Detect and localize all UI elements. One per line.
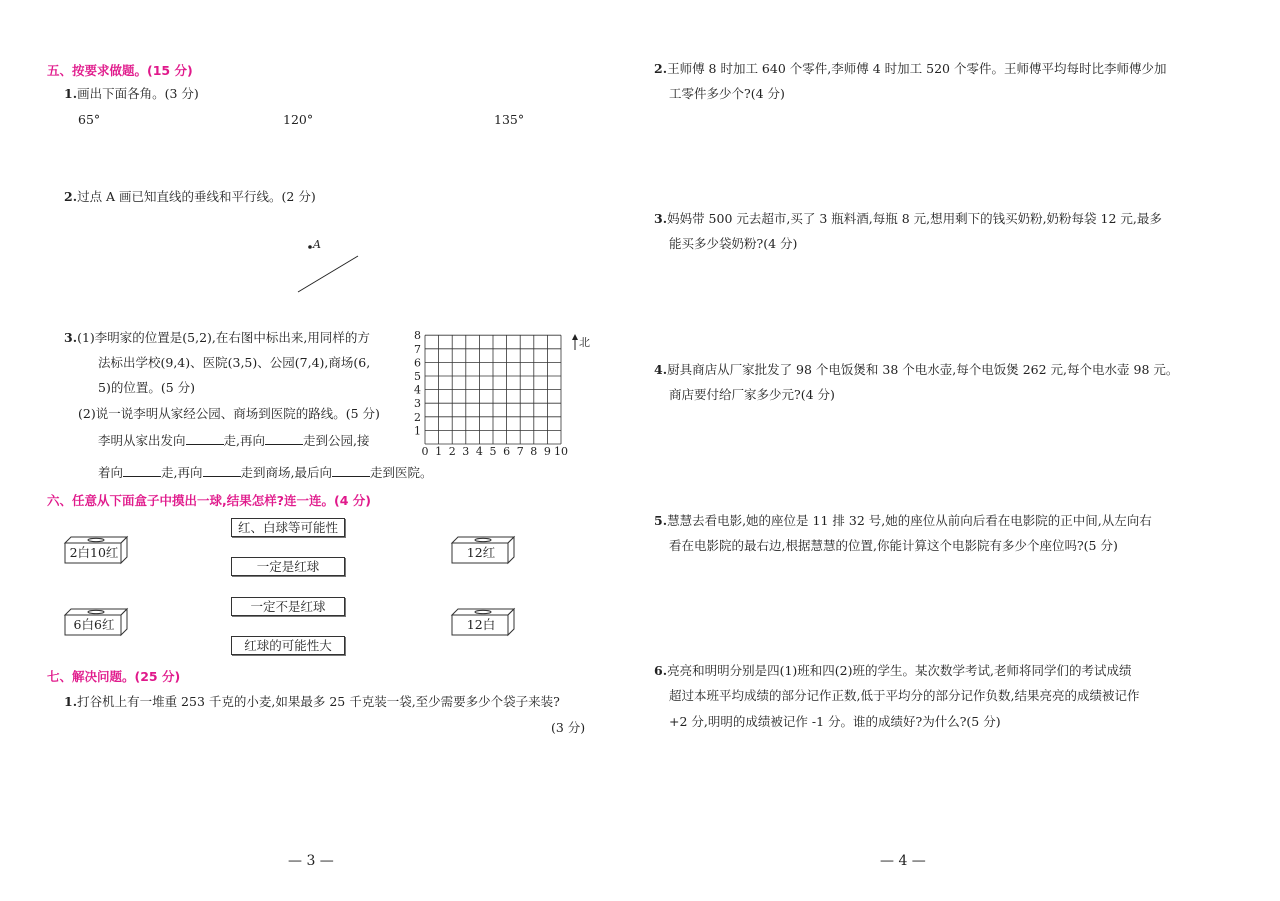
box-label: 12白 [466, 617, 496, 632]
y-tick-label: 5 [414, 370, 421, 383]
question-r3-line2: 能买多少袋奶粉?(4 分) [669, 236, 798, 251]
box-label: 12红 [466, 545, 496, 560]
question-text: 妈妈带 500 元去超市,买了 3 瓶料酒,每瓶 8 元,想用剩下的钱买奶粉,奶粉每袋 12 元,最多 [667, 211, 1162, 226]
y-tick-label: 2 [414, 410, 421, 424]
coordinate-grid [405, 326, 595, 456]
x-tick-label: 0 [421, 445, 429, 456]
option-red-more-likely[interactable]: 红球的可能性大 [231, 636, 345, 655]
question-text: 王师傅 8 时加工 640 个零件,李师傅 4 时加工 520 个零件。王师傅平均每时比李师傅少加 [667, 61, 1167, 76]
y-tick-label: 4 [414, 383, 421, 397]
box-label: 2白10红 [69, 545, 119, 560]
north-arrow-head [572, 334, 578, 340]
page-number-right: — 4 — [880, 853, 926, 869]
question-text: 打谷机上有一堆重 253 千克的小麦,如果最多 25 千克装一袋,至少需要多少个袋子来装? [77, 694, 560, 709]
point-a [308, 245, 312, 249]
x-tick-label: 9 [543, 445, 551, 456]
question-number: 1. [64, 694, 78, 709]
option-certainly-red[interactable]: 一定是红球 [231, 557, 345, 576]
question-5-3-line1 [64, 330, 370, 346]
question-number: 3. [64, 330, 78, 345]
question-text: 过点 A 画已知直线的垂线和平行线。(2 分) [77, 189, 316, 204]
question-7-1-score: (3 分) [551, 720, 586, 735]
question-r2-line1 [654, 61, 1166, 77]
y-tick-label: 7 [414, 342, 421, 356]
x-tick-label: 10 [554, 445, 568, 456]
section-5-heading: 五、按要求做题。(15 分) [47, 63, 193, 78]
angle-label-135: 135° [494, 112, 525, 127]
question-text: 亮亮和明明分别是四(1)班和四(2)班的学生。某次数学考试,老师将同学们的考试成绩 [667, 663, 1132, 678]
given-line [298, 256, 358, 292]
section-6-heading: 六、任意从下面盒子中摸出一球,结果怎样?连一连。(4 分) [47, 493, 371, 508]
question-r6-line3: +2 分,明明的成绩被记作 -1 分。谁的成绩好?为什么?(5 分) [669, 714, 1001, 729]
route-line-2 [98, 464, 433, 481]
answer-blank[interactable] [332, 464, 370, 477]
y-tick-label: 1 [414, 424, 421, 438]
question-text: 慧慧去看电影,她的座位是 11 排 32 号,她的座位从前向后看在电影院的正中间,从左向右 [667, 513, 1152, 528]
line-diagram [290, 232, 370, 298]
question-number: 2. [64, 189, 78, 204]
question-r5-line1 [654, 513, 1152, 529]
answer-blank[interactable] [186, 432, 224, 445]
route-text: 走到医院。 [369, 465, 433, 480]
page-number-left: — 3 — [288, 853, 334, 869]
point-a-label: A [313, 238, 321, 251]
x-tick-label: 3 [462, 445, 470, 456]
route-text: 着向 [98, 465, 124, 480]
box-label: 6白6红 [73, 617, 115, 632]
angle-label-120: 120° [283, 112, 314, 127]
x-tick-label: 4 [475, 445, 483, 456]
question-number: 2. [654, 61, 668, 76]
question-5-3-line4: (2)说一说李明从家经公园、商场到医院的路线。(5 分) [78, 406, 380, 421]
angle-label-65: 65° [78, 112, 101, 127]
option-certainly-not-red[interactable]: 一定不是红球 [231, 597, 345, 616]
question-number: 5. [654, 513, 668, 528]
question-r5-line2: 看在电影院的最右边,根据慧慧的位置,你能计算这个电影院有多少个座位吗?(5 分) [669, 538, 1118, 553]
north-label: 北 [579, 336, 590, 349]
answer-blank[interactable] [123, 464, 161, 477]
x-tick-label: 5 [489, 445, 497, 456]
question-5-3-line2: 法标出学校(9,4)、医院(3,5)、公园(7,4),商场(6, [98, 355, 371, 370]
question-number: 4. [654, 362, 668, 377]
route-text: 走,再向 [161, 465, 203, 480]
x-tick-label: 1 [435, 445, 443, 456]
option-equal-chance[interactable]: 红、白球等可能性 [231, 518, 345, 537]
question-r6-line2: 超过本班平均成绩的部分记作正数,低于平均分的部分记作负数,结果亮亮的成绩被记作 [669, 688, 1140, 703]
x-tick-label: 8 [530, 445, 538, 456]
section-7-heading: 七、解决问题。(25 分) [47, 669, 181, 684]
x-tick-label: 2 [448, 445, 456, 456]
x-tick-label: 7 [516, 445, 524, 456]
route-text: 李明从家出发向 [98, 433, 186, 448]
question-text: 画出下面各角。(3 分) [77, 86, 199, 101]
answer-blank[interactable] [265, 432, 303, 445]
y-tick-label: 8 [414, 329, 421, 343]
question-5-2 [64, 189, 316, 205]
question-r4-line1 [654, 362, 1178, 378]
route-text: 走到公园,接 [303, 433, 370, 448]
question-number: 3. [654, 211, 668, 226]
question-5-3-line3: 5)的位置。(5 分) [98, 380, 196, 395]
question-5-1 [64, 86, 199, 102]
question-7-1 [64, 694, 560, 710]
question-text: 厨具商店从厂家批发了 98 个电饭煲和 38 个电水壶,每个电饭煲 262 元,每个电水壶 98 元。 [667, 362, 1179, 377]
question-r3-line1 [654, 211, 1162, 227]
x-tick-label: 6 [503, 445, 511, 456]
route-text: 走,再向 [223, 433, 265, 448]
answer-blank[interactable] [203, 464, 241, 477]
y-tick-label: 3 [414, 397, 421, 411]
question-r2-line2: 工零件多少个?(4 分) [669, 86, 785, 101]
question-number: 6. [654, 663, 668, 678]
y-tick-label: 6 [414, 356, 421, 370]
route-line-1 [98, 432, 369, 449]
question-r6-line1 [654, 663, 1131, 679]
question-r4-line2: 商店要付给厂家多少元?(4 分) [669, 387, 835, 402]
question-text: (1)李明家的位置是(5,2),在右图中标出来,用同样的方 [77, 330, 370, 345]
route-text: 走到商场,最后向 [240, 465, 332, 480]
question-number: 1. [64, 86, 78, 101]
